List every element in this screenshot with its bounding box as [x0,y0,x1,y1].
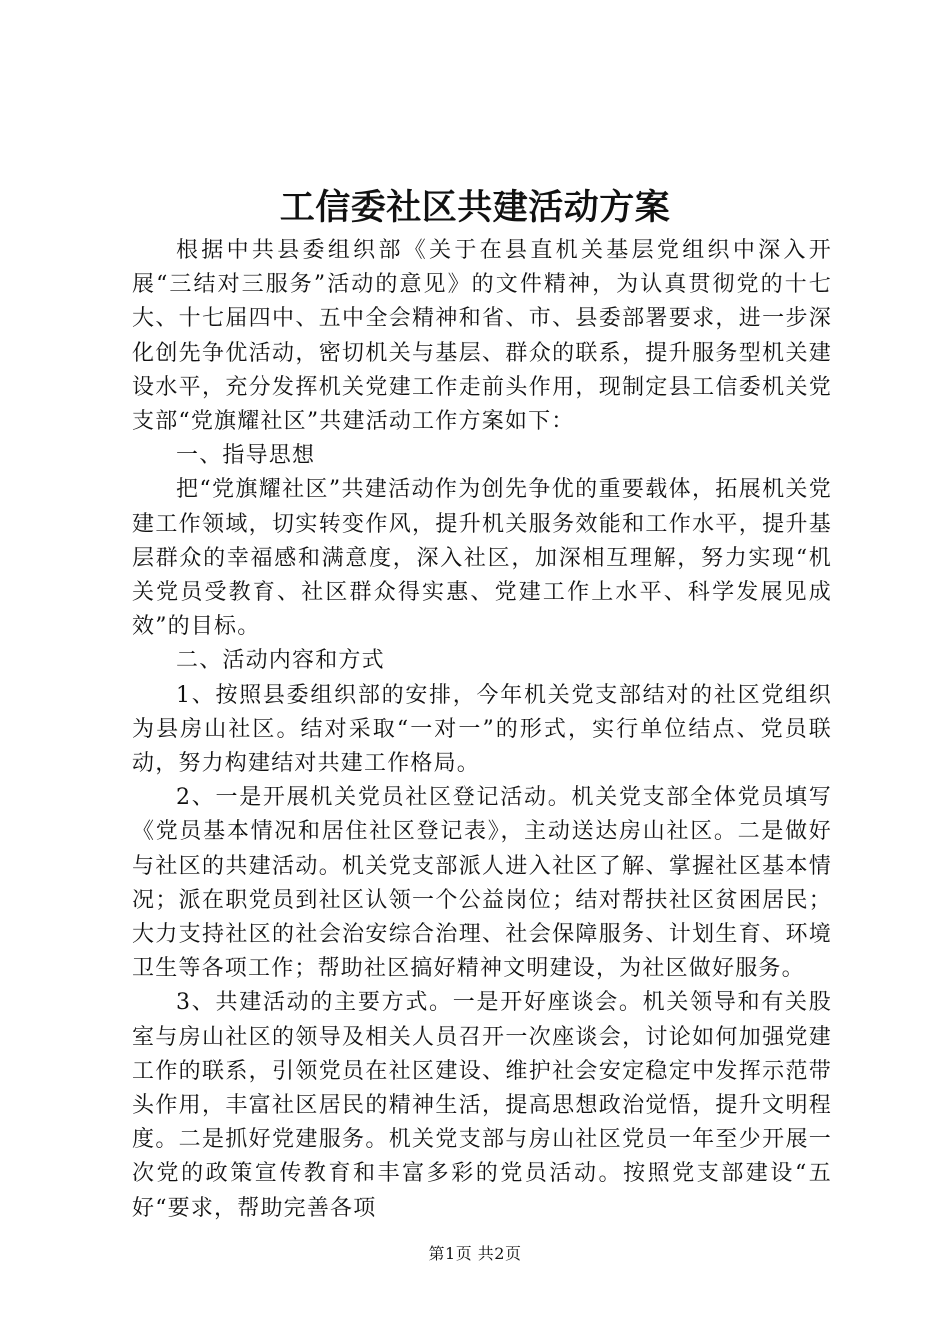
page-footer: 第1页 共2页 [428,1244,522,1263]
document-body [132,234,832,1226]
paragraph-item-3: 3、共建活动的主要方式。一是开好座谈会。机关领导和有关股室与房山社区的领导及相关人员召开一次座谈会，讨论如何加强党建工作的联系，引领党员在社区建设、维护社会安定稳定中发挥示范带头作用，丰富社区居民的精神生活，提高思想政治觉悟，提升文明程度。二是抓好党建服务。机关党支部与房山社区党员一年至少开展一次党的政策宣传教育和丰富多彩的党员活动。按照党支部建设“五好“要求，帮助完善各项 [132,990,832,1221]
paragraph-guiding-thought: 把“党旗耀社区”共建活动作为创先争优的重要载体，拓展机关党建工作领域，切实转变作风，提升机关服务效能和工作水平，提升基层群众的幸福感和满意度，深入社区，加深相互理解，努力实现“机关党员受教育、社区群众得实惠、党建工作上水平、科学发展见成效”的目标。 [132,477,832,640]
paragraph-item-2: 2、一是开展机关党员社区登记活动。机关党支部全体党员填写《党员基本情况和居住社区登记表》，主动送达房山社区。二是做好与社区的共建活动。机关党支部派人进入社区了解、掌握社区基本情况；派在职党员到社区认领一个公益岗位；结对帮扶社区贫困居民；大力支持社区的社会治安综合治理、社会保障服务、计划生育、环境卫生等各项工作；帮助社区搞好精神文明建设，为社区做好服务。 [132,785,832,982]
section-heading-content-and-methods: 二、活动内容和方式 [176,648,385,674]
paragraph-item-1: 1、按照县委组织部的安排，今年机关党支部结对的社区党组织为县房山社区。结对采取“一对一”的形式，实行单位结点、党员联动，努力构建结对共建工作格局。 [132,682,832,777]
document-title: 工信委社区共建活动方案 [279,187,671,228]
section-heading-guiding-thought: 一、指导思想 [176,443,316,469]
paragraph-intro: 根据中共县委组织部《关于在县直机关基层党组织中深入开展“三结对三服务”活动的意见》的文件精神，为认真贯彻党的十七大、十七届四中、五中全会精神和省、市、县委部署要求，进一步深化创先争优活动，密切机关与基层、群众的联系，提升服务型机关建设水平，充分发挥机关党建工作走前头作用，现制定县工信委机关党支部“党旗耀社区”共建活动工作方案如下： [132,238,832,435]
